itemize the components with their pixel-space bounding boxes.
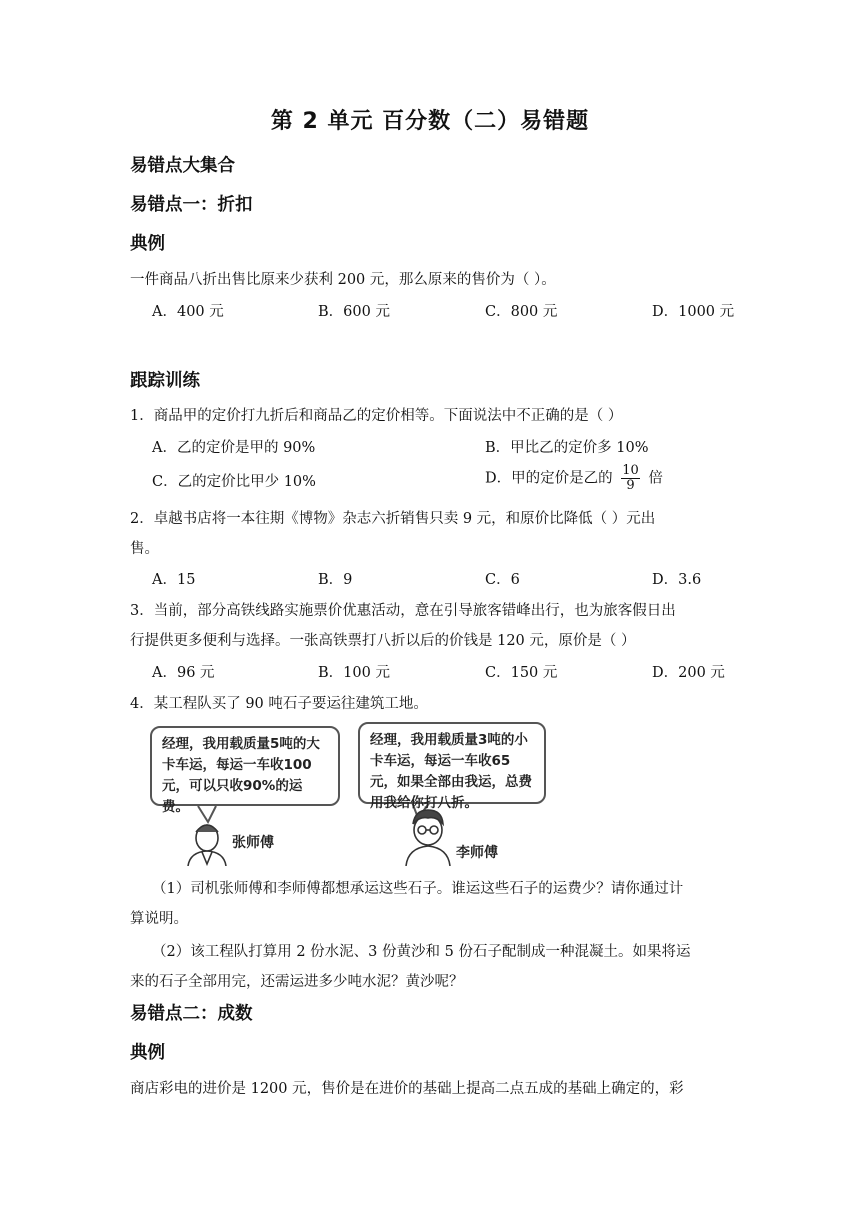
q4-illustration bbox=[150, 718, 550, 866]
example1-option-d: D．1000 元 bbox=[652, 304, 735, 320]
q4-sub2-line1: （2）该工程队打算用 2 份水泥、3 份黄沙和 5 份石子配制成一种混凝土。如果将运 bbox=[152, 944, 691, 960]
q1-option-a: A．乙的定价是甲的 90% bbox=[152, 440, 316, 456]
q2-line1: 2．卓越书店将一本往期《博物》杂志六折销售只卖 9 元，和原价比降低（ ）元出 bbox=[130, 511, 656, 527]
q4-sub1-line2: 算说明。 bbox=[130, 911, 188, 927]
q1-option-c: C．乙的定价比甲少 10% bbox=[152, 474, 316, 490]
heading-example2: 典例 bbox=[130, 1043, 165, 1063]
q3-option-b: B．100 元 bbox=[318, 665, 390, 681]
heading-example1: 典例 bbox=[130, 234, 165, 254]
example1-option-b: B．600 元 bbox=[318, 304, 390, 320]
q2-option-b: B．9 bbox=[318, 572, 353, 588]
q3-option-a: A．96 元 bbox=[152, 665, 215, 681]
q4-text: 4．某工程队买了 90 吨石子要运往建筑工地。 bbox=[130, 696, 428, 712]
example1-option-c: C．800 元 bbox=[485, 304, 558, 320]
heading-training: 跟踪训练 bbox=[130, 371, 200, 391]
heading-collection: 易错点大集合 bbox=[130, 156, 235, 176]
heading-point2: 易错点二：成数 bbox=[130, 1004, 253, 1024]
driver-zhang-icon bbox=[188, 825, 226, 866]
q2-option-c: C．6 bbox=[485, 572, 520, 588]
q2-option-d: D．3.6 bbox=[652, 572, 702, 588]
q1-option-b: B．甲比乙的定价多 10% bbox=[485, 440, 649, 456]
heading-point1: 易错点一：折扣 bbox=[130, 195, 253, 215]
example2-text: 商店彩电的进价是 1200 元，售价是在进价的基础上提高二点五成的基础上确定的，彩 bbox=[130, 1081, 684, 1097]
name-zhang: 张师傅 bbox=[232, 835, 274, 851]
q1-option-d bbox=[485, 464, 663, 493]
fraction-denominator: 9 bbox=[626, 478, 635, 493]
speech-bubble-zhang: 经理，我用载质量5吨的大卡车运，每运一车收100元，可以只收90%的运费。 bbox=[150, 726, 340, 806]
q3-line2: 行提供更多便利与选择。一张高铁票打八折以后的价钱是 120 元，原价是（ ） bbox=[130, 633, 636, 649]
bubble-tail-zhang bbox=[198, 806, 216, 822]
example1-question: 一件商品八折出售比原来少获利 200 元，那么原来的售价为（ ）。 bbox=[130, 272, 556, 288]
page-title: 第 2 单元 百分数（二）易错题 bbox=[270, 109, 590, 134]
q2-option-a: A．15 bbox=[152, 572, 196, 588]
q2-line2: 售。 bbox=[130, 541, 159, 557]
q1-option-d-prefix: D．甲的定价是乙的 bbox=[485, 470, 613, 487]
q4-sub1-line1: （1）司机张师傅和李师傅都想承运这些石子。谁运这些石子的运费少？请你通过计 bbox=[152, 881, 684, 897]
q4-sub2-line2: 来的石子全部用完，还需运进多少吨水泥？黄沙呢？ bbox=[130, 974, 464, 990]
speech-bubble-li: 经理，我用载质量3吨的小卡车运，每运一车收65元，如果全部由我运，总费用我给你打八折。 bbox=[358, 722, 546, 804]
q3-line1: 3．当前，部分高铁线路实施票价优惠活动，意在引导旅客错峰出行，也为旅客假日出 bbox=[130, 603, 676, 619]
q1-option-d-suffix: 倍 bbox=[648, 470, 663, 487]
example1-option-a: A．400 元 bbox=[152, 304, 224, 320]
q3-option-d: D．200 元 bbox=[652, 665, 725, 681]
q1-text: 1．商品甲的定价打九折后和商品乙的定价相等。下面说法中不正确的是（ ） bbox=[130, 408, 623, 424]
fraction bbox=[621, 464, 640, 493]
fraction-numerator: 10 bbox=[622, 463, 639, 478]
driver-li-icon bbox=[406, 810, 450, 866]
q3-option-c: C．150 元 bbox=[485, 665, 558, 681]
name-li: 李师傅 bbox=[456, 845, 498, 861]
